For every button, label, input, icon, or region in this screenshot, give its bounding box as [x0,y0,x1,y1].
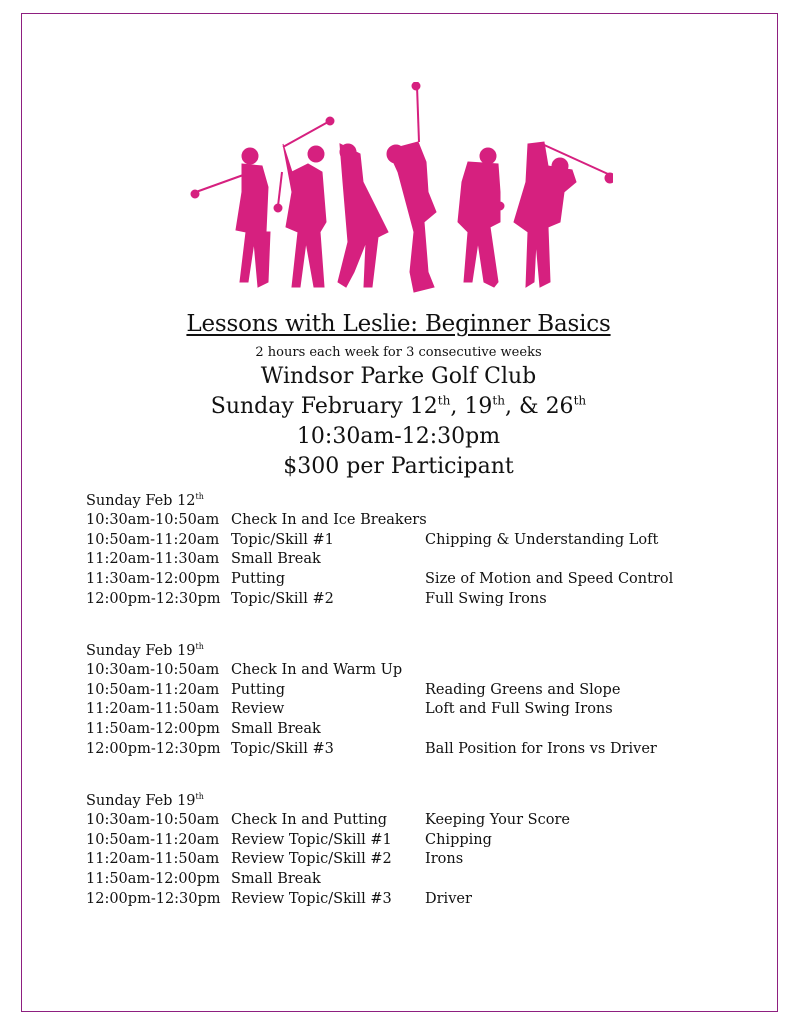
schedule-day-2 [86,641,657,759]
time-slot: 12:00pm-12:30pm [86,890,221,907]
time-slot: 10:50am-11:20am [86,831,220,848]
time-slot: 10:30am-10:50am [86,812,220,828]
activity: Check In and Warm Up [231,662,403,678]
activity: Review [231,701,285,718]
detail: Keeping Your Score [425,812,570,828]
time-slot: 11:20am-11:50am [86,851,220,868]
activity: Putting [231,681,286,698]
activity: Topic/Skill #2 [231,590,334,607]
time-slot: 11:20am-11:30am [86,551,220,568]
schedule-row [86,740,657,760]
activity: Review Topic/Skill #1 [231,831,392,848]
lesson-dates [0,394,797,419]
day-heading: Sunday Feb 12th [86,492,204,509]
time-slot: 11:30am-12:00pm [86,571,220,588]
schedule-row [86,720,321,740]
activity: Review Topic/Skill #2 [231,851,392,868]
schedule-day-3 [86,791,570,909]
schedule-row [86,590,547,610]
activity: Small Break [231,871,321,888]
page-title: Lessons with Leslie: Beginner Basics [186,311,611,337]
time-slot: 10:50am-11:20am [86,531,220,548]
golfer-silhouette-2 [283,117,334,287]
time-slot: 10:50am-11:20am [86,681,220,698]
schedule-row [86,550,321,570]
day-heading: Sunday Feb 19th [86,642,204,659]
subtitle: 2 hours each week for 3 consecutive weeks [255,345,542,360]
time-slot: 11:20am-11:50am [86,701,220,718]
time-slot: 11:50am-12:00pm [86,721,220,738]
detail: Size of Motion and Speed Control [425,571,674,588]
time-slot: 11:50am-12:00pm [86,871,220,888]
detail: Chipping & Understanding Loft [425,531,659,548]
ordinal-suffix: th [437,393,451,408]
activity: Small Break [231,551,321,568]
price: $300 per Participant [283,454,514,479]
time-slot: 12:00pm-12:30pm [86,740,221,757]
ordinal-suffix: th [573,393,587,408]
schedule-row [86,811,570,831]
detail: Driver [425,890,472,907]
lesson-time-range: 10:30am-12:30pm [296,424,501,449]
dates-text: Sunday February 12 [210,394,438,419]
detail: Ball Position for Irons vs Driver [425,740,657,757]
schedule-row [86,870,321,890]
activity: Check In and Putting [231,812,388,828]
day-heading: Sunday Feb 19th [86,792,204,809]
dates-text: , 19 [450,394,493,419]
schedule-row [86,890,472,910]
schedule-row [86,681,621,701]
golfer-silhouette-1 [191,148,270,287]
schedule-row [86,850,464,870]
venue: Windsor Parke Golf Club [260,364,537,389]
schedule-day-1 [86,491,674,609]
schedule-row [86,570,674,590]
golfer-silhouette-4 [387,82,436,292]
dates-text: , & 26 [505,394,574,419]
detail: Loft and Full Swing Irons [425,701,613,718]
ordinal-suffix: th [492,393,505,408]
activity: Putting [231,571,286,588]
golfer-silhouettes-graphic [188,82,613,294]
golfer-silhouette-6 [514,142,613,287]
schedule-row [86,531,659,551]
time-slot: 12:00pm-12:30pm [86,590,221,607]
schedule-row [86,831,492,851]
detail: Reading Greens and Slope [425,681,621,698]
activity: Topic/Skill #1 [231,531,334,548]
time-slot: 10:30am-10:50am [86,662,220,678]
detail: Full Swing Irons [425,590,547,607]
time-slot: 10:30am-10:50am [86,512,220,528]
schedule-row [86,511,427,531]
activity: Check In and Ice Breakers [231,512,427,528]
schedule-row [86,700,613,720]
schedule-row [86,661,403,681]
activity: Topic/Skill #3 [231,740,334,757]
activity: Small Break [231,721,321,738]
detail: Irons [425,851,464,868]
activity: Review Topic/Skill #3 [231,890,392,907]
golfer-silhouette-5 [458,148,504,287]
detail: Chipping [425,831,492,848]
